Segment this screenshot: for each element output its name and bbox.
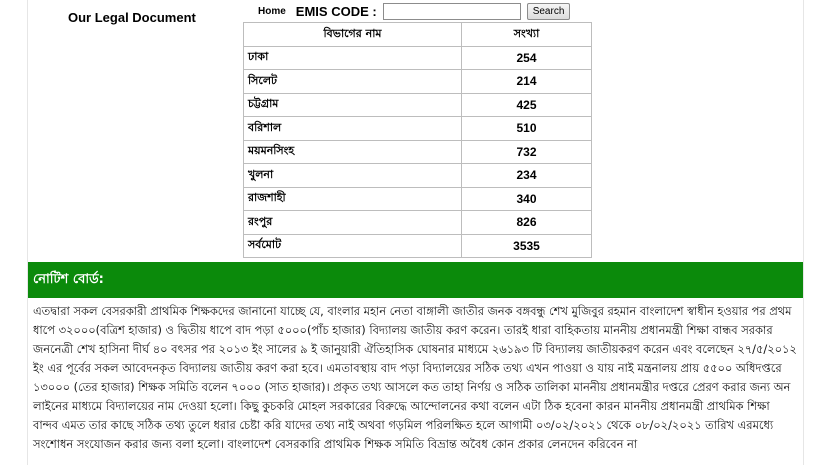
table-row xyxy=(244,46,592,70)
table-row xyxy=(244,93,592,117)
division-name: সিলেট xyxy=(244,70,462,94)
top-search-bar xyxy=(245,0,591,22)
search-button[interactable]: Search xyxy=(527,3,571,20)
table-header-row xyxy=(244,23,592,47)
page-container xyxy=(27,0,804,465)
division-count: 340 xyxy=(462,187,592,211)
notice-board-text: এতদ্বারা সকল বেসরকারী প্রাথমিক শিক্ষকদের জানানো যাচ্ছে যে, বাংলার মহান নেতা বাঙ্গালী জাতীর জনক বঙ্গবন্ধু শেখ মুজিবুর রহমান বাংলাদেশ স্বাধীন হওয়ার পর প্রথম ধাপে ৩২০০০(বত্রিশ হাজার) ও দ্বিতীয় ধাপে বাদ পড়া ৫০০০(পাঁচ হাজার) বিদ্যালয় জাতীয় করণ করেন। তারই ধারা বাহিকতায় মাননীয় প্রধানমন্ত্রী শিক্ষা বান্ধব সরকার জননেত্রী শেখ হাসিনা দীর্ঘ ৪০ বৎসর পর ২০১৩ ইং সালের ৯ ই জানুয়ারী ঐতিহাসিক ঘোষনার মাধ্যমে ২৬১৯৩ টি বিদ্যালয় জাতীয়করণ করেন এবং বলেছেন ২৭/৫/২০১২ ইং এর পূর্বের সকল আবেদনকৃত বিদ্যালয় জাতীয় করণ করা হবে। এমতাবস্থায় বাদ পড়া বিদ্যালয়ের সঠিক তথ্য এখন পাওয়া ও যায় নাই মন্ত্রনালয় প্রায় ৫৫০০ অধিদপ্তরে ১৩০০০ (তের হাজার) শিক্ষক সমিতি বলেন ৭০০০ (সাত হাজার)। প্রকৃত তথ্য আসলে কত তাহা নির্ণয় ও সঠিক তালিকা মাননীয় প্রধানমন্ত্রীর দপ্তরে প্রেরণ করার জন্য অন লাইনের মাধ্যমে বিদ্যালয়ের নাম দেওয়া হলো। কিছু কুচকরি মোহল সরকারের বিরুদ্ধে আন্দোলনের কথা বলেন এটা ঠিক হবেনা কারন মাননীয় প্রধানমন্ত্রী প্রাথমিক শিক্ষা বান্দব এমত তার কাছে সঠিক তথ্য তুলে ধরার চেষ্টা করি যাদের তথ্য নাই অথবা গড়মিল পরিলক্ষিত হলে আগামী ০৩/০২/২০২১ থেকে ০৮/০২/২০২১ তারিখ এরমধ্যে সংশোধন সংযোজন করার জন্য বলা হলো। বাংলাদেশ বেসরকারি প্রাথমিক শিক্ষক সমিতি বিভ্রান্ত অবৈধ কোন প্রকার লেনদেন করিবেন না xyxy=(33,304,797,451)
division-count: 254 xyxy=(462,46,592,70)
division-count: 234 xyxy=(462,164,592,188)
notice-board-header: নোটিশ বোর্ড: xyxy=(28,262,803,298)
division-count: 732 xyxy=(462,140,592,164)
table-row xyxy=(244,164,592,188)
total-count: 3535 xyxy=(462,234,592,258)
home-link[interactable]: Home xyxy=(258,5,286,17)
header-count: সংখ্যা xyxy=(462,23,592,47)
table-row xyxy=(244,117,592,141)
table-total-row xyxy=(244,234,592,258)
total-label: সর্বমোট xyxy=(244,234,462,258)
division-name: বরিশাল xyxy=(244,117,462,141)
division-count: 510 xyxy=(462,117,592,141)
table-row xyxy=(244,211,592,235)
division-name: রংপুর xyxy=(244,211,462,235)
division-name: চট্টগ্রাম xyxy=(244,93,462,117)
table-row xyxy=(244,140,592,164)
division-count: 214 xyxy=(462,70,592,94)
division-count-table xyxy=(243,22,592,258)
division-name: ময়মনসিংহ xyxy=(244,140,462,164)
division-name: রাজশাহী xyxy=(244,187,462,211)
division-count: 425 xyxy=(462,93,592,117)
emis-code-label: EMIS CODE : xyxy=(295,3,377,19)
division-name: ঢাকা xyxy=(244,46,462,70)
table-row xyxy=(244,70,592,94)
header-division-name: বিভাগের নাম xyxy=(244,23,462,47)
emis-code-input[interactable] xyxy=(383,3,521,20)
table-row xyxy=(244,187,592,211)
legal-document-link[interactable]: Our Legal Document xyxy=(68,10,196,25)
division-count: 826 xyxy=(462,211,592,235)
division-name: খুলনা xyxy=(244,164,462,188)
